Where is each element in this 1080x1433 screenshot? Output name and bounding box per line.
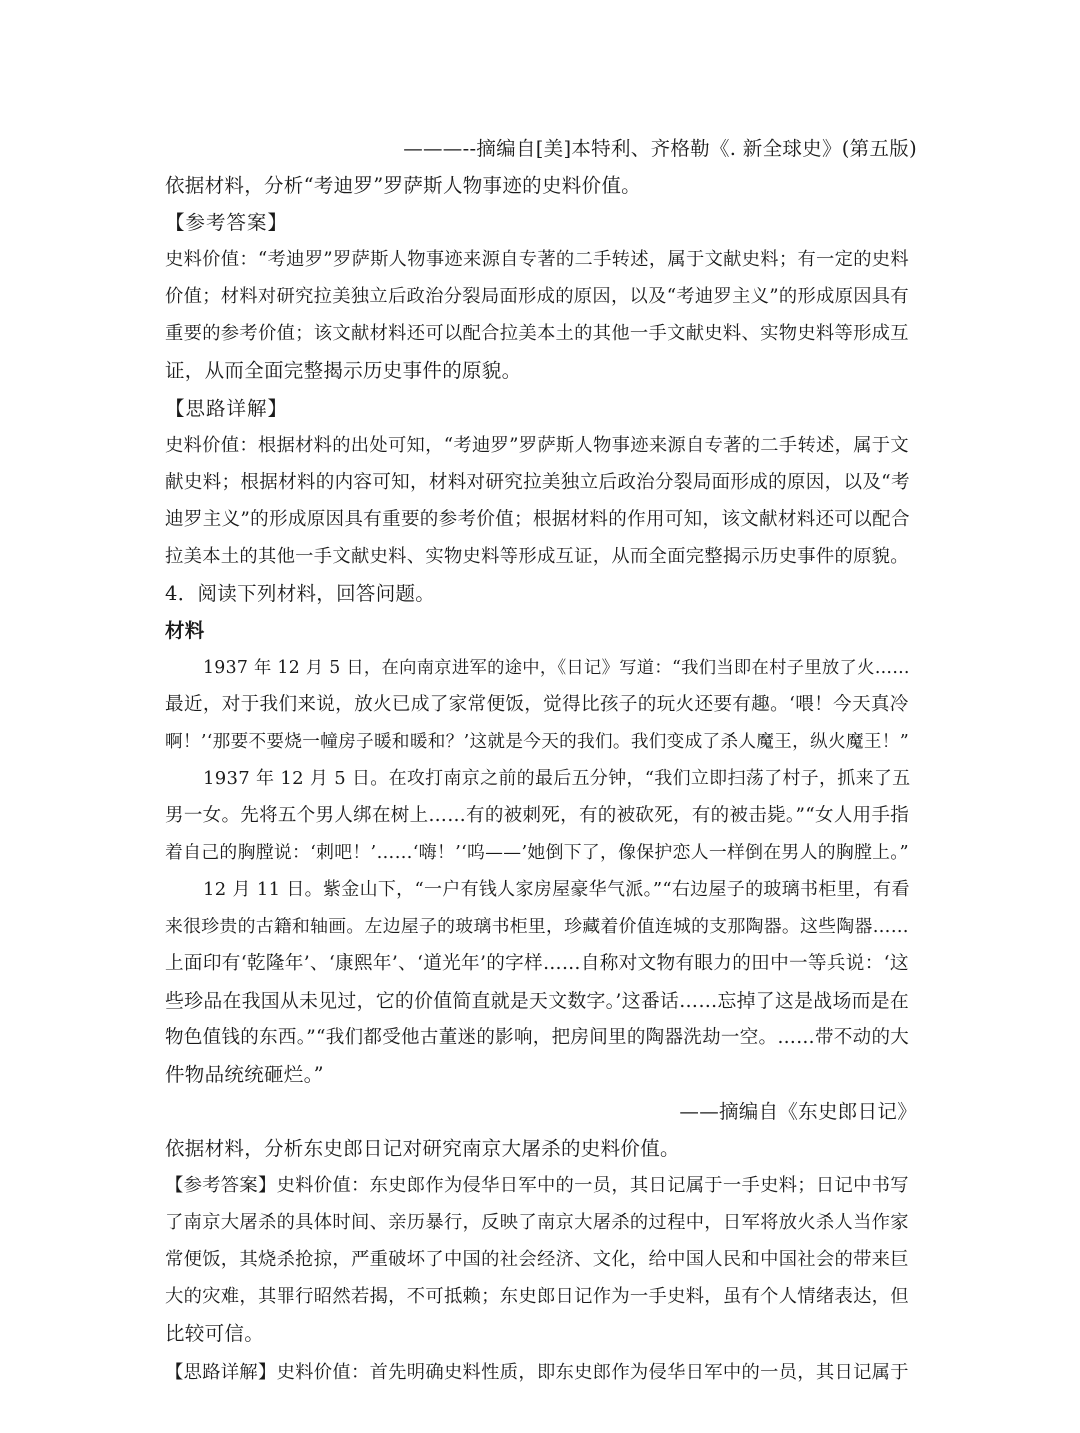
- answer-line: 重要的参考价值；该文献材料还可以配合拉美本土的其他一手文献史料、实物史料等形成互: [165, 323, 909, 344]
- answer-heading: 【参考答案】: [165, 211, 289, 234]
- analysis-line: 史料价值：根据材料的出处可知，“考迪罗”罗萨斯人物事迹来源自专著的二手转述，属于文: [165, 435, 909, 456]
- answer-line: 了南京大屠杀的具体时间、亲历暴行，反映了南京大屠杀的过程中，日军将放火杀人当作家: [165, 1212, 909, 1233]
- material-paragraph-line: 1937 年 12 月 5 日。在攻打南京之前的最后五分钟，“我们立即扫荡了村子，抓来了五: [203, 768, 911, 789]
- answer-line: 比较可信。: [165, 1322, 265, 1345]
- material-paragraph-line: 啊！’‘那要不要烧一幢房子暖和暖和？’这就是今天的我们。我们变成了杀人魔王，纵火魔王！”: [165, 732, 910, 752]
- material-paragraph-line: 12 月 11 日。紫金山下，“一户有钱人家房屋豪华气派。”“右边屋子的玻璃书柜里，有看: [203, 879, 910, 900]
- answer-line: 大的灾难，其罪行昭然若揭，不可抵赖；东史郎日记作为一手史料，虽有个人情绪表达，但: [165, 1286, 909, 1307]
- material-paragraph-line: 最近，对于我们来说，放火已成了家常便饭，觉得比孩子的玩火还要有趣。‘喂！今天真冷: [165, 694, 909, 715]
- answer-line: 【参考答案】史料价值：东史郎作为侵华日军中的一员，其日记属于一手史料；日记中书写: [165, 1175, 909, 1196]
- analysis-line: 献史料；根据材料的内容可知，材料对研究拉美独立后政治分裂局面形成的原因，以及“考: [165, 472, 910, 493]
- answer-line: 常便饭，其烧杀抢掠，严重破坏了中国的社会经济、文化，给中国人民和中国社会的带来巨: [165, 1249, 909, 1270]
- question-4-title: 4．阅读下列材料，回答问题。: [165, 582, 436, 605]
- material-paragraph-line: 上面印有‘乾隆年’、‘康熙年’、‘道光年’的字样……自称对文物有眼力的田中一等兵说：‘这: [165, 953, 909, 974]
- material-paragraph-line: 着自己的胸膛说：‘刺吧！’……‘嗨！’‘呜——’她倒下了，像保护恋人一样倒在男人的胸膛上。”: [165, 842, 909, 863]
- question-3-prompt: 依据材料，分析“考迪罗”罗萨斯人物事迹的史料价值。: [165, 174, 641, 197]
- material-paragraph-line: 物色值钱的东西。”“我们都受他古董迷的影响，把房间里的陶器洗劫一空。……带不动的大: [165, 1027, 910, 1048]
- source-citation: ——摘编自《东史郎日记》: [679, 1100, 917, 1123]
- material-label: 材料: [165, 619, 205, 642]
- answer-line: 价值；材料对研究拉美独立后政治分裂局面形成的原因，以及“考迪罗主义”的形成原因具有: [165, 286, 909, 307]
- source-citation: ———--摘编自[美]本特利、齐格勒《. 新全球史》(第五版): [403, 137, 917, 160]
- question-4-prompt: 依据材料，分析东史郎日记对研究南京大屠杀的史料价值。: [165, 1137, 680, 1160]
- analysis-heading: 【思路详解】: [165, 397, 289, 420]
- material-paragraph-line: 些珍品在我国从未见过，它的价值简直就是天文数字。’这番话……忘掉了这是战场而是在: [165, 990, 910, 1012]
- answer-line: 史料价值：“考迪罗”罗萨斯人物事迹来源自专著的二手转述，属于文献史料；有一定的史料: [165, 249, 909, 270]
- analysis-line: 【思路详解】史料价值：首先明确史料性质，即东史郎作为侵华日军中的一员，其日记属于: [165, 1362, 909, 1383]
- material-paragraph-line: 男一女。先将五个男人绑在树上……有的被刺死，有的被砍死，有的被击毙。”“女人用手指: [165, 805, 910, 826]
- analysis-line: 拉美本土的其他一手文献史料、实物史料等形成互证，从而全面完整揭示历史事件的原貌。: [165, 546, 909, 567]
- answer-line: 证，从而全面完整揭示历史事件的原貌。: [165, 359, 522, 382]
- analysis-line: 迪罗主义”的形成原因具有重要的参考价值；根据材料的作用可知，该文献材料还可以配合: [165, 509, 910, 530]
- material-paragraph-line: 来很珍贵的古籍和轴画。左边屋子的玻璃书柜里，珍藏着价值连城的支那陶器。这些陶器……: [165, 916, 909, 937]
- material-paragraph-line: 件物品统统砸烂。”: [165, 1063, 324, 1086]
- material-paragraph-line: 1937 年 12 月 5 日，在向南京进军的途中，《日记》写道：“我们当即在村子里放了火……: [203, 658, 910, 678]
